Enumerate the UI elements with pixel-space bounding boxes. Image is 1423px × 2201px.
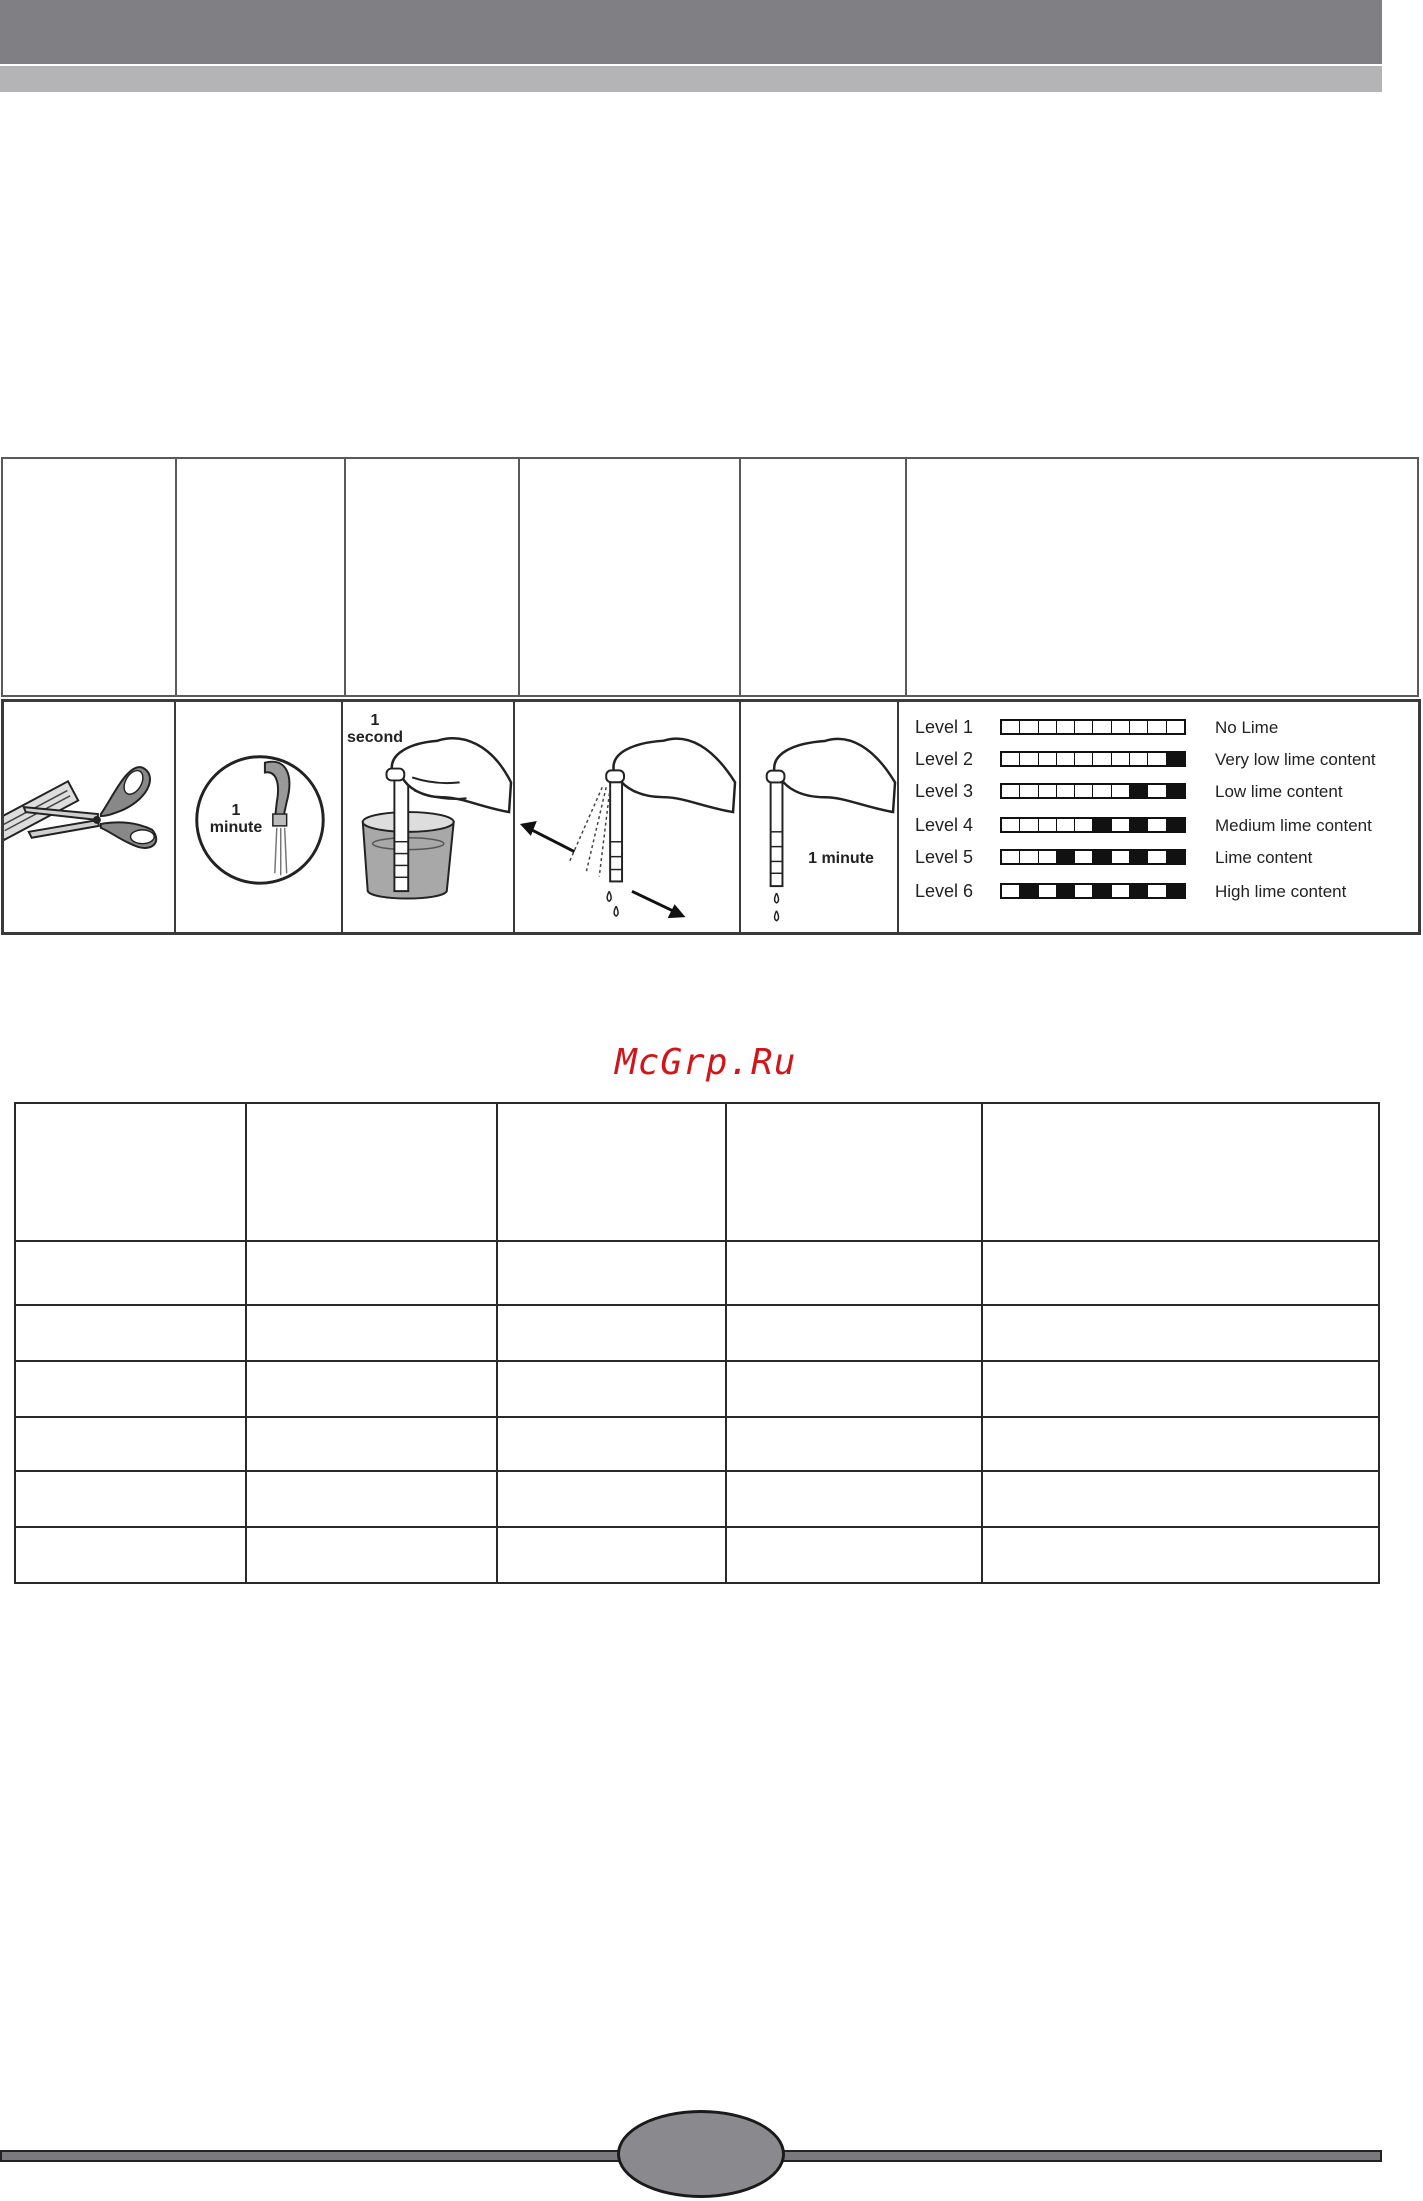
- empty-square: [1039, 851, 1057, 863]
- empty-square: [1148, 885, 1166, 897]
- steps-header-cell: [519, 458, 740, 696]
- empty-square: [1167, 721, 1184, 733]
- empty-square: [1130, 753, 1148, 765]
- hardness-header-cell: [982, 1103, 1379, 1241]
- table-row: [15, 1527, 1379, 1583]
- level-name: Level 3: [915, 781, 974, 801]
- step2-number: 1: [231, 802, 241, 819]
- empty-square: [1057, 819, 1075, 831]
- table-row: [15, 1305, 1379, 1361]
- level-name: Level 2: [915, 749, 974, 769]
- empty-square: [1093, 721, 1111, 733]
- empty-square: [1002, 851, 1020, 863]
- empty-square: [1057, 753, 1075, 765]
- empty-square: [1020, 753, 1038, 765]
- lime-level-legend: [899, 702, 1418, 932]
- empty-square: [1112, 785, 1130, 797]
- scissors-icon: [4, 702, 174, 932]
- filled-square: [1057, 851, 1075, 863]
- empty-square: [1148, 819, 1166, 831]
- steps-header-cell: [345, 458, 519, 696]
- table-row: [15, 1241, 1379, 1305]
- filled-square: [1093, 851, 1111, 863]
- table-row: [15, 1417, 1379, 1471]
- filled-square: [1093, 819, 1111, 831]
- hardness-header-cell: [497, 1103, 726, 1241]
- empty-square: [1057, 785, 1075, 797]
- steps-header-cell: [906, 458, 1418, 696]
- level-name: Level 1: [915, 717, 974, 737]
- step-dip-strip: [343, 702, 515, 932]
- empty-square: [1039, 753, 1057, 765]
- level-name: Level 4: [915, 815, 974, 835]
- empty-square: [1075, 819, 1093, 831]
- empty-square: [1148, 851, 1166, 863]
- level-description: High lime content: [1215, 882, 1347, 901]
- empty-square: [1075, 753, 1093, 765]
- empty-square: [1020, 851, 1038, 863]
- filled-square: [1130, 851, 1148, 863]
- filled-square: [1167, 885, 1184, 897]
- level-indicator-squares: [1000, 783, 1186, 799]
- filled-square: [1167, 785, 1184, 797]
- hardness-header-cell: [246, 1103, 497, 1241]
- step3-unit: second: [346, 729, 403, 746]
- empty-square: [1148, 785, 1166, 797]
- hardness-header-cell: [15, 1103, 246, 1241]
- empty-square: [1112, 851, 1130, 863]
- table-row: [15, 1361, 1379, 1417]
- table-row: [15, 1471, 1379, 1527]
- filled-square: [1130, 819, 1148, 831]
- steps-header-cell: [2, 458, 176, 696]
- empty-square: [1112, 753, 1130, 765]
- level-name: Level 5: [915, 847, 974, 867]
- filled-square: [1167, 753, 1184, 765]
- step3-timer-label: [345, 712, 405, 746]
- empty-square: [1075, 785, 1093, 797]
- hardness-table: [14, 1102, 1380, 1584]
- empty-square: [1002, 753, 1020, 765]
- empty-square: [1002, 819, 1020, 831]
- level-indicator-squares: [1000, 817, 1186, 833]
- filled-square: [1167, 851, 1184, 863]
- filled-square: [1093, 885, 1111, 897]
- watermark: McGrp.Ru: [615, 1042, 797, 1083]
- step5-timer-label: 1 minute: [808, 850, 874, 867]
- filled-square: [1167, 819, 1184, 831]
- steps-header-cell: [740, 458, 906, 696]
- steps-illustration-row: [1, 699, 1421, 935]
- header-bar: [0, 0, 1382, 64]
- level-indicator-squares: [1000, 751, 1186, 767]
- empty-square: [1112, 885, 1130, 897]
- empty-square: [1020, 785, 1038, 797]
- level-description: Medium lime content: [1215, 816, 1372, 835]
- empty-square: [1020, 819, 1038, 831]
- level-indicator-squares: [1000, 849, 1186, 865]
- hardness-header-cell: [726, 1103, 982, 1241]
- empty-square: [1112, 819, 1130, 831]
- step-wait: [741, 702, 899, 932]
- filled-square: [1130, 785, 1148, 797]
- empty-square: [1093, 785, 1111, 797]
- empty-square: [1148, 721, 1166, 733]
- empty-square: [1039, 819, 1057, 831]
- empty-square: [1057, 721, 1075, 733]
- steps-header-cell: [176, 458, 345, 696]
- empty-square: [1075, 721, 1093, 733]
- level-description: Very low lime content: [1215, 750, 1376, 769]
- step3-number: 1: [370, 712, 380, 729]
- shake-strip-icon: [515, 702, 739, 932]
- level-name: Level 6: [915, 881, 974, 901]
- level-description: No Lime: [1215, 718, 1279, 737]
- filled-square: [1130, 885, 1148, 897]
- page-number-oval: [617, 2110, 785, 2198]
- empty-square: [1093, 753, 1111, 765]
- empty-square: [1020, 721, 1038, 733]
- filled-square: [1020, 885, 1038, 897]
- header-stripe: [0, 66, 1382, 92]
- empty-square: [1130, 721, 1148, 733]
- empty-square: [1002, 885, 1020, 897]
- step2-timer-label: [206, 802, 266, 836]
- empty-square: [1002, 785, 1020, 797]
- level-description: Low lime content: [1215, 782, 1343, 801]
- wait-strip-icon: [741, 702, 897, 932]
- empty-square: [1039, 785, 1057, 797]
- empty-square: [1075, 851, 1093, 863]
- steps-header-table: [1, 457, 1419, 697]
- empty-square: [1112, 721, 1130, 733]
- empty-square: [1075, 885, 1093, 897]
- empty-square: [1039, 721, 1057, 733]
- level-description: Lime content: [1215, 848, 1313, 867]
- level-indicator-squares: [1000, 883, 1186, 899]
- step2-unit: minute: [209, 819, 263, 836]
- filled-square: [1057, 885, 1075, 897]
- empty-square: [1039, 885, 1057, 897]
- step-cut-strip: [4, 702, 176, 932]
- empty-square: [1002, 721, 1020, 733]
- empty-square: [1148, 753, 1166, 765]
- step-run-water: [176, 702, 343, 932]
- level-indicator-squares: [1000, 719, 1186, 735]
- step-shake-strip: [515, 702, 741, 932]
